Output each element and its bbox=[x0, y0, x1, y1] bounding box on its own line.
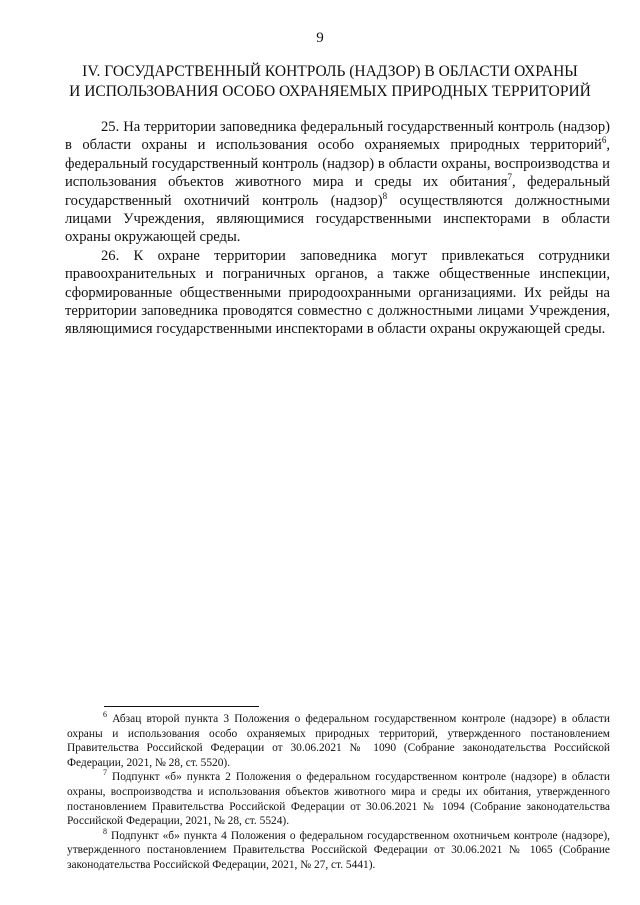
footnote-6 bbox=[67, 712, 610, 770]
footnotes bbox=[67, 712, 610, 873]
footnote-text: Абзац второй пункта 3 Положения о федеральном государственном контроле (надзоре) в области охраны и использования особо охраняемых природных территорий, утвержденного постановлением Правительства Российской Федерации от 30.06.2021 № 1090 (Собрание законодательства Российской Федерации, 2021, № 28, ст. 5520). bbox=[67, 713, 610, 769]
heading-line-1: IV. ГОСУДАРСТВЕННЫЙ КОНТРОЛЬ (НАДЗОР) В ОБЛАСТИ ОХРАНЫ bbox=[82, 63, 578, 80]
footnote-mark: 7 bbox=[103, 768, 107, 778]
paragraph-25 bbox=[65, 118, 610, 247]
paragraph-25-part-2: , федеральный государственный контроль (надзор) в области охраны, воспроизводства и использования объектов животного мира и среды их обитания bbox=[65, 137, 610, 191]
footnote-ref-6: 6 bbox=[601, 135, 607, 146]
footnote-mark: 8 bbox=[103, 826, 107, 836]
footnote-ref-8: 8 bbox=[382, 190, 388, 201]
footnote-ref-7: 7 bbox=[507, 172, 512, 183]
body-text bbox=[65, 118, 610, 339]
page-number: 9 bbox=[316, 30, 324, 46]
footnote-8 bbox=[67, 826, 610, 873]
paragraph-25-part-4: осуществляются должностными лицами Учреждения, являющимися государственными инспекторами в области охраны окружающей среды. bbox=[65, 192, 610, 246]
heading-line-2: И ИСПОЛЬЗОВАНИЯ ОСОБО ОХРАНЯЕМЫХ ПРИРОДНЫХ ТЕРРИТОРИЙ bbox=[69, 83, 591, 100]
section-heading bbox=[60, 62, 600, 102]
paragraph-25-part-1: 25. На территории заповедника федеральный государственный контроль (надзор) в области охраны и использования особо охраняемых природных территорий bbox=[65, 119, 610, 154]
footnote-7 bbox=[67, 770, 610, 828]
footnote-separator bbox=[104, 706, 259, 707]
paragraph-26: 26. К охране территории заповедника могут привлекаться сотрудники правоохранительных и пограничных органов, а также общественные инспекции, сформированные общественными природоохранными организациями. Их рейды на территории заповедника проводятся совместно с должностными лицами Учреждения, являющимися государственными инспекторами в области охраны окружающей среды. bbox=[65, 247, 610, 338]
paragraph-25-part-3: , федеральный государственный охотничий контроль (надзор) bbox=[65, 174, 610, 209]
footnote-text: Подпункт «б» пункта 4 Положения о федеральном государственном охотничьем контроле (надзоре), утвержденного постановлением Правительства Российской Федерации от 30.06.2021 № 1065 (Собрание законодательства Российской Федерации, 2021, № 27, ст. 5441). bbox=[67, 829, 610, 871]
footnote-text: Подпункт «б» пункта 2 Положения о федеральном государственном контроле (надзоре) в области охраны, воспроизводства и использования объектов животного мира и среды их обитания, утвержденного постановлением Правительства Российской Федерации от 30.06.2021 № 1094 (Собрание законодательства Российской Федерации, 2021, № 28, ст. 5524). bbox=[67, 771, 610, 828]
footnote-mark: 6 bbox=[103, 710, 107, 720]
